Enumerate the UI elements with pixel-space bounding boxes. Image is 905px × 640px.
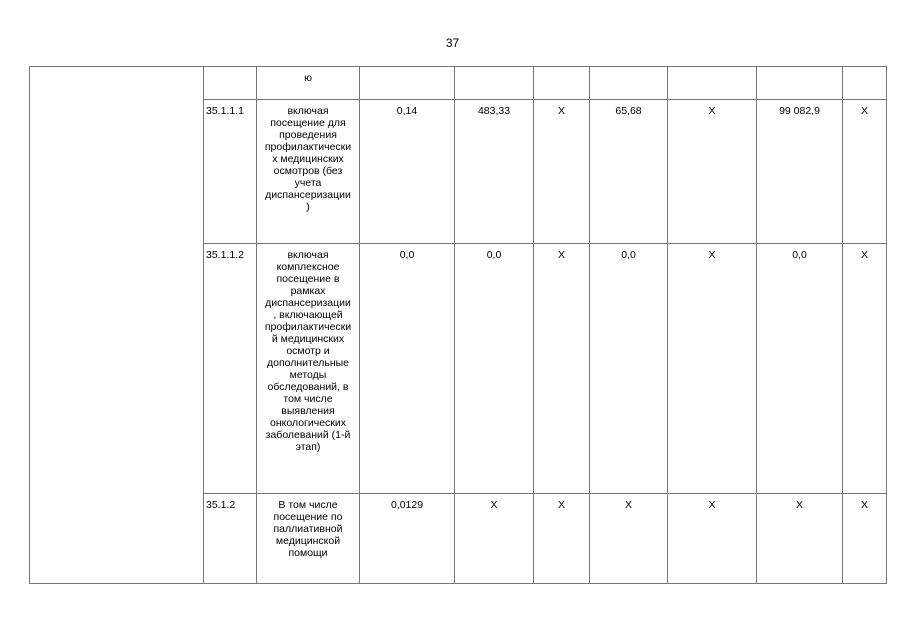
value-cell: 65,68 — [590, 100, 668, 244]
value-cell: Х — [534, 494, 590, 584]
value-cell: 483,33 — [455, 100, 534, 244]
value-cell: Х — [668, 494, 757, 584]
value-cell — [455, 67, 534, 100]
value-cell: Х — [843, 494, 887, 584]
data-table — [29, 66, 887, 584]
description-text: ю — [304, 72, 312, 84]
value-cell: 0,0 — [590, 244, 668, 494]
value-cell — [590, 67, 668, 100]
code-cell — [204, 67, 257, 100]
description-cell — [257, 244, 360, 494]
value-cell — [668, 67, 757, 100]
description-text: включая комплексное посещение в рамках диспансеризации , включающей профилактически й медицинских осмотр и дополнительные методы обследований, в том числе выявления онкологических заболеваний (1-й этап) — [264, 249, 352, 453]
description-cell — [257, 494, 360, 584]
value-cell: Х — [534, 244, 590, 494]
value-cell: Х — [843, 244, 887, 494]
value-cell: Х — [668, 100, 757, 244]
value-cell — [843, 67, 887, 100]
page-number: 37 — [445, 36, 460, 50]
value-cell: 0,0 — [455, 244, 534, 494]
value-cell: Х — [534, 100, 590, 244]
blank-cell — [30, 67, 204, 584]
value-cell: 0,0129 — [360, 494, 455, 584]
value-cell — [360, 67, 455, 100]
table-row — [30, 67, 887, 100]
value-cell: 99 082,9 — [757, 100, 843, 244]
value-cell: Х — [590, 494, 668, 584]
description-text: включая посещение для проведения профилактически х медицинских осмотров (без учета диспансеризации ) — [264, 105, 352, 213]
code-cell: 35.1.2 — [204, 494, 257, 584]
code-cell: 35.1.1.2 — [204, 244, 257, 494]
value-cell — [534, 67, 590, 100]
value-cell: 0,14 — [360, 100, 455, 244]
code-cell: 35.1.1.1 — [204, 100, 257, 244]
description-text: В том числе посещение по паллиативной медицинской помощи — [273, 499, 343, 559]
value-cell: 0,0 — [757, 244, 843, 494]
value-cell — [757, 67, 843, 100]
value-cell: 0,0 — [360, 244, 455, 494]
value-cell: Х — [843, 100, 887, 244]
description-cell — [257, 67, 360, 100]
description-cell — [257, 100, 360, 244]
value-cell: Х — [668, 244, 757, 494]
value-cell: Х — [757, 494, 843, 584]
value-cell: Х — [455, 494, 534, 584]
